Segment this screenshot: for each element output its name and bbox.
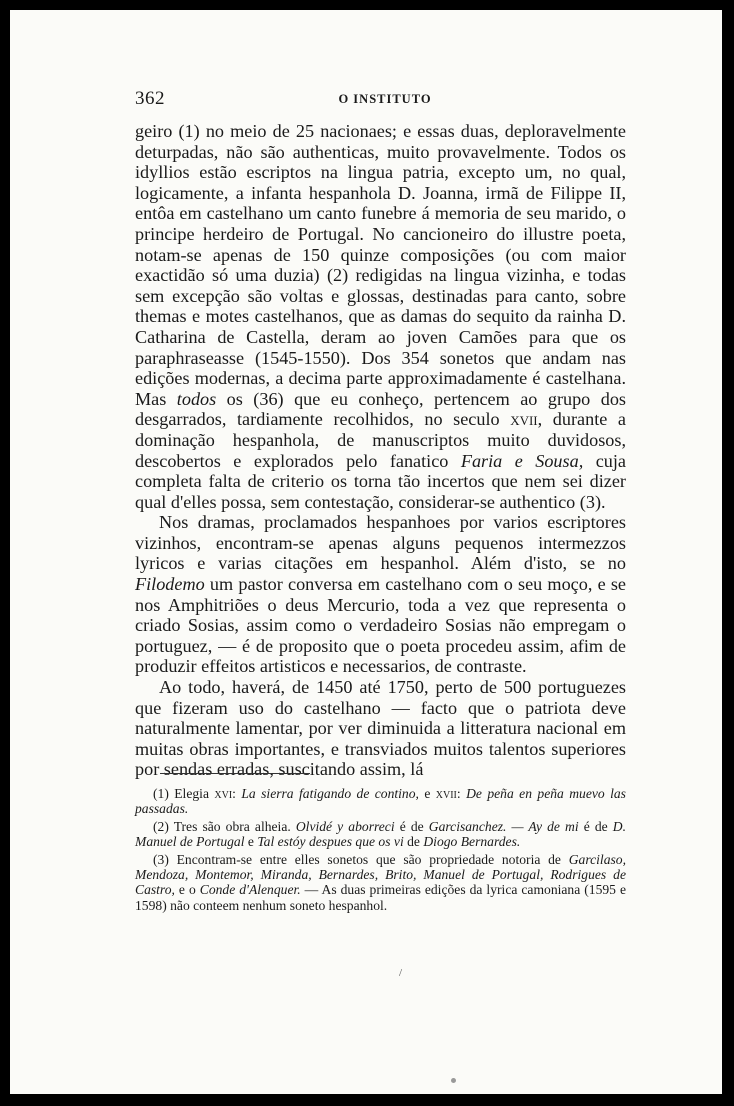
margin-mark: / bbox=[399, 967, 403, 979]
page-number: 362 bbox=[135, 88, 165, 109]
footnote-3: (3) Encontram-se entre elles sonetos que são propriedade notoria de Garcilaso, Mendoza, Montemor, Miranda, Bernardes, Brito, Manuel de Portugal, Rodrigues de Castro, e o Conde d'Alenquer. — As duas primeiras edições da lyrica camoniana (1595 e 1598) não conteem nenhum soneto hespanhol. bbox=[135, 851, 626, 913]
page-speck bbox=[451, 1078, 456, 1083]
paragraph-3: Ao todo, haverá, de 1450 até 1750, perto de 500 portuguezes que fizeram uso do castelhano — facto que o patriota deve naturalmente lamentar, por ver diminuida a litteratura nacional em muitas obras importantes, e transviados muitos talentos superiores por sendas erradas, suscitando assim, lá bbox=[135, 677, 626, 780]
body-text bbox=[135, 121, 626, 780]
footnote-rule bbox=[160, 773, 310, 774]
running-title: O INSTITUTO bbox=[338, 92, 432, 106]
paragraph-2: Nos dramas, proclamados hespanhoes por varios escriptores vizinhos, encontram-se apenas alguns pequenos intermezzos lyricos e varias citações em hespanhol. Além d'isto, se no Filodemo um pastor conversa em castelhano com o seu moço, e se nos Amphitriões o deus Mercurio, toda a vez que representa o criado Sosias, assim como o verdadeiro Sosias não empregam o portuguez, — é de proposito que o poeta procedeu assim, afim de produzir effeitos artisticos e necessarios, de contraste. bbox=[135, 512, 626, 677]
paragraph-1: geiro (1) no meio de 25 nacionaes; e essas duas, deploravelmente deturpadas, não são authenticas, muito provavelmente. Todos os idyllios estão escriptos na lingua patria, excepto um, no qual, logicamente, a infanta hespanhola D. Joanna, irmã de Filippe II, entôa em castelhano um canto funebre á memoria de seu marido, o principe herdeiro de Portugal. No cancioneiro do illustre poeta, notam-se apenas de 150 quinze composições (ou com maior exactidão só uma duzia) (2) redigidas na lingua vizinha, e todas sem excepção são voltas e glossas, destinadas para canto, sobre themas e motes castelhanos, que as damas do sequito da rainha D. Catharina de Castella, deram ao joven Camões para que os paraphraseasse (1545-1550). Dos 354 sonetos que andam nas edições modernas, a decima parte approximadamente é castelhana. Mas todos os (36) que eu conheço, pertencem ao grupo dos desgarrados, tardiamente recolhidos, no seculo xvii, durante a dominação hespanhola, de manuscriptos muito duvidosos, descobertos e explorados pelo fanatico Faria e Sousa, cuja completa falta de criterio os torna tão incertos que nem sei dizer qual d'elles possa, sem contestação, considerar-se authentico (3). bbox=[135, 121, 627, 512]
footnote-2: (2) Tres são obra alheia. Olvidé y aborreci é de Garcisanchez. — Ay de mi é de D. Manuel de Portugal e Tal estóy despues que os vi de Diogo Bernardes. bbox=[135, 818, 626, 850]
footnotes bbox=[135, 786, 626, 915]
page-header bbox=[135, 88, 635, 108]
footnote-1: (1) Elegia xvi: La sierra fatigando de contino, e xvii: De peña en peña muevo las passadas. bbox=[135, 786, 626, 817]
